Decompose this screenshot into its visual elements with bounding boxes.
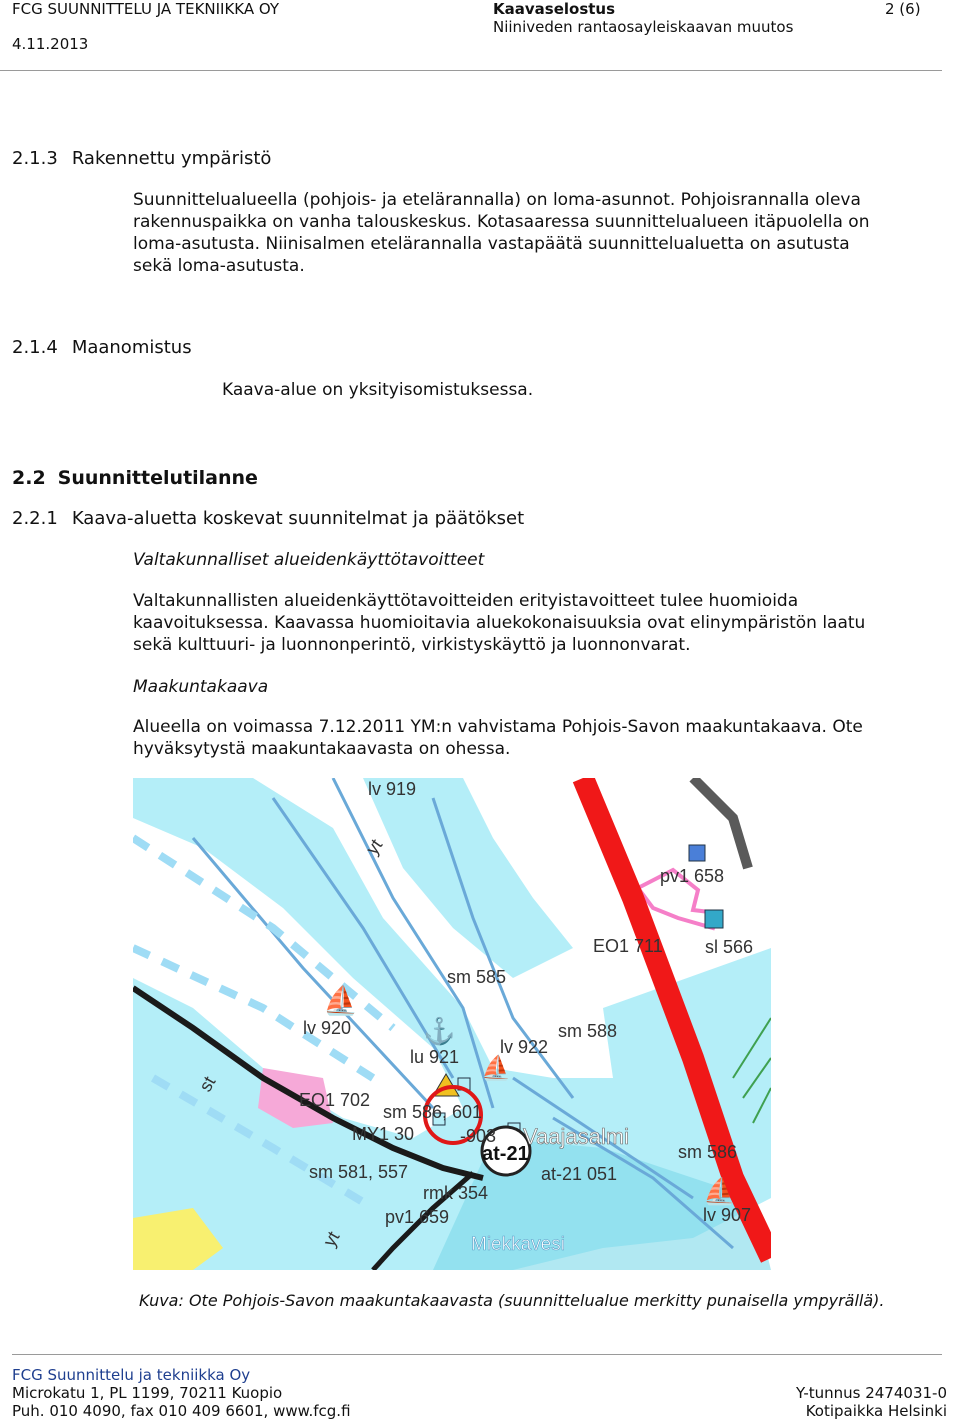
section-213-paragraph <box>133 189 869 277</box>
footer-address: Microkatu 1, PL 1199, 70211 Kuopio <box>12 1384 283 1402</box>
map-label: at-21 051 <box>541 1164 618 1184</box>
paragraph-line: Suunnittelualueella (pohjois- ja etelärannalla) on loma-asunnot. Pohjoisrannalla oleva <box>133 190 861 210</box>
map-label: lu 921 <box>410 1047 460 1067</box>
paragraph-line: hyväksytystä maakuntakaavasta on ohessa. <box>133 739 511 759</box>
map-label: sm 586 <box>678 1142 738 1162</box>
map-label: sm 585 <box>447 967 507 987</box>
paragraph-line: sekä kulttuuri- ja luonnonperintö, virkistyskäyttö ja luonnonvarat. <box>133 635 691 655</box>
map-label: rmk 354 <box>423 1183 489 1203</box>
header-page-number: 2 (6) <box>885 0 921 18</box>
paragraph-line: loma-asutusta. Niinisalmen etelärannalla vastapäätä suunnittelualuetta on asutusta <box>133 234 850 254</box>
regional-plan-map <box>133 778 771 1270</box>
anchor-icon: ⚓ <box>423 1016 456 1046</box>
footer-phone: Puh. 010 4090, fax 010 409 6601, www.fcg.fi <box>12 1402 351 1420</box>
map-graphic <box>133 778 771 1270</box>
header-date: 4.11.2013 <box>12 35 89 53</box>
map-label: lv 907 <box>703 1205 752 1225</box>
map-label: yt <box>319 1227 344 1250</box>
map-label: pv1 658 <box>660 866 725 886</box>
map-label: pv1 659 <box>385 1207 450 1227</box>
paragraph-line: Valtakunnallisten alueidenkäyttötavoitteiden erityistavoitteet tulee huomioida <box>133 591 799 611</box>
header-doc-subtitle: Niiniveden rantaosayleiskaavan muutos <box>493 18 794 36</box>
header-rule <box>0 70 942 71</box>
map-label: Vaajasalmi <box>523 1124 629 1149</box>
map-label: yt <box>361 835 387 859</box>
sailboat-icon: ⛵ <box>703 1176 736 1206</box>
section-22-heading <box>12 467 258 489</box>
section-title: Maanomistus <box>71 337 192 358</box>
map-label: EO1 711 <box>593 936 663 956</box>
footer-domicile: Kotipaikka Helsinki <box>805 1402 947 1420</box>
section-number: 2.2.1 <box>12 508 58 529</box>
subsection-title: Maakuntakaava <box>133 677 269 697</box>
map-label: sm 586, 601 <box>383 1102 483 1122</box>
map-label: -903 <box>460 1126 497 1146</box>
square-symbol <box>705 910 723 928</box>
header-doc-type: Kaavaselostus <box>493 0 616 18</box>
footer-company: FCG Suunnittelu ja tekniikka Oy <box>12 1366 251 1384</box>
map-label: sl 566 <box>705 937 754 957</box>
section-title: Suunnittelutilanne <box>57 467 258 489</box>
paragraph-line: sekä loma-asutusta. <box>133 256 305 276</box>
section-number: 2.1.3 <box>12 148 58 169</box>
section-214-heading <box>12 337 192 358</box>
sailboat-icon: ⛵ <box>481 1055 511 1082</box>
paragraph-line: rakennuspaikka on vanha talouskeskus. Kotasaaressa suunnittelualueen itäpuolella on <box>133 212 870 232</box>
map-label: lv 920 <box>303 1018 352 1038</box>
figure-caption: Kuva: Ote Pohjois-Savon maakuntakaavasta (suunnittelualue merkitty punaisella ympyrällä). <box>139 1291 885 1310</box>
section-number: 2.1.4 <box>12 337 58 358</box>
map-label: lv 919 <box>368 779 417 799</box>
map-label: sm 581, 557 <box>309 1162 409 1182</box>
map-label: st <box>195 1072 220 1095</box>
paragraph-line: Alueella on voimassa 7.12.2011 YM:n vahvistama Pohjois-Savon maakuntakaava. Ote <box>133 717 863 737</box>
map-label: Miekkavesi <box>471 1234 565 1255</box>
footer-rule <box>12 1354 942 1355</box>
section-221-heading <box>12 508 524 529</box>
footer-business-id: Y-tunnus 2474031-0 <box>795 1384 947 1402</box>
section-214-text: Kaava-alue on yksityisomistuksessa. <box>222 380 534 400</box>
subsection-paragraph <box>133 590 865 656</box>
map-label: EO1 702 <box>299 1090 371 1110</box>
map-label: lv 922 <box>500 1037 549 1057</box>
map-label: sm 588 <box>558 1021 618 1041</box>
subsection-paragraph <box>133 716 863 760</box>
section-number: 2.2 <box>12 467 46 489</box>
section-title: Kaava-aluetta koskevat suunnitelmat ja päätökset <box>71 508 525 529</box>
section-213-heading <box>12 148 271 169</box>
square-symbol <box>689 845 705 861</box>
map-label: at-21 <box>482 1143 529 1165</box>
sailboat-icon: ⛵ <box>323 985 358 1016</box>
map-label: MY1 30 <box>352 1124 415 1144</box>
subsection-title: Valtakunnalliset alueidenkäyttötavoitteet <box>133 550 485 570</box>
paragraph-line: kaavoituksessa. Kaavassa huomioitavia aluekokonaisuuksia ovat elinympäristön laatu <box>133 613 866 633</box>
header-company: FCG SUUNNITTELU JA TEKNIIKKA OY <box>12 0 280 18</box>
section-title: Rakennettu ympäristö <box>71 148 272 169</box>
